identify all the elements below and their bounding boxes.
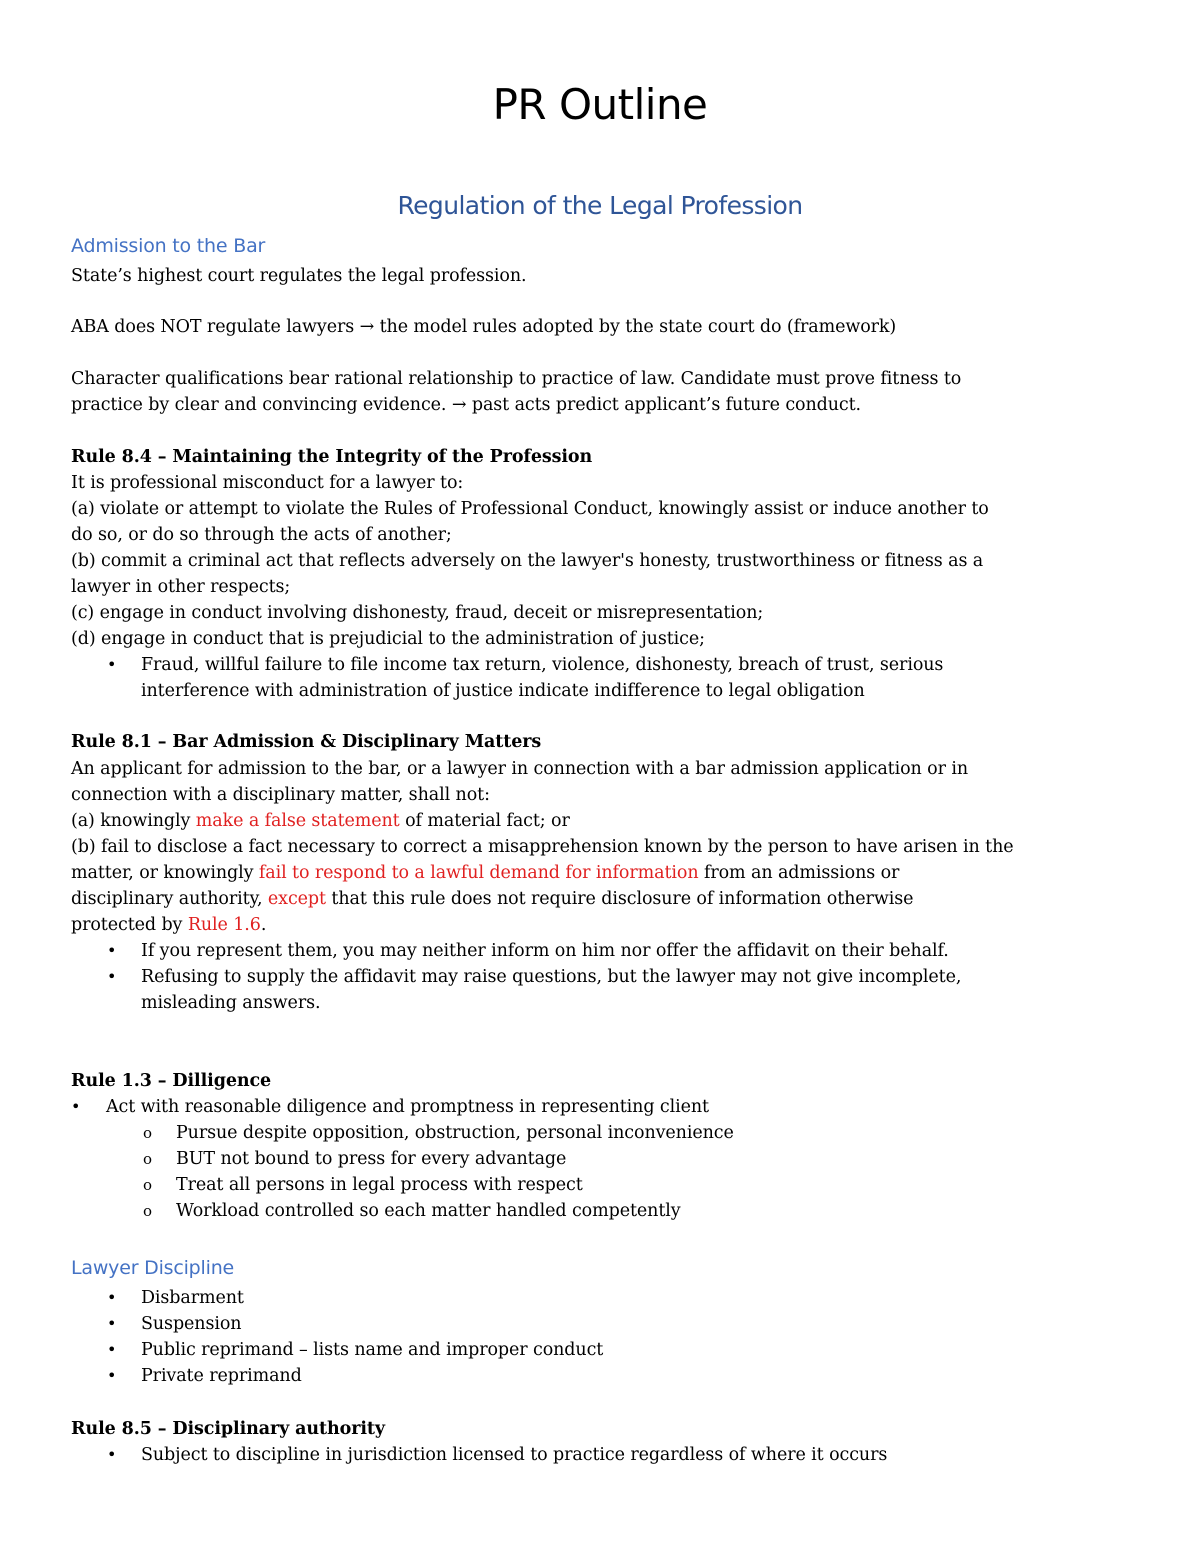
rule-1-3-bullet: Act with reasonable diligence and promptness in representing client bbox=[106, 1097, 709, 1117]
rule-8-1-line-2: connection with a disciplinary matter, shall not: bbox=[71, 785, 490, 805]
rule-8-1-line-6 bbox=[71, 888, 913, 910]
rule-1-3-heading: Rule 1.3 – Dilligence bbox=[71, 1071, 272, 1091]
admission-paragraph-3-line-2: practice by clear and convincing evidence. → past acts predict applicant’s future conduct. bbox=[71, 395, 861, 415]
text-run: disciplinary authority, bbox=[71, 889, 268, 909]
bullet-icon: • bbox=[71, 1097, 81, 1116]
rule-1-3-sub-item: Treat all persons in legal process with respect bbox=[176, 1175, 583, 1195]
discipline-item: Disbarment bbox=[141, 1288, 244, 1308]
red-emphasis: Rule 1.6 bbox=[187, 915, 261, 935]
discipline-heading: Lawyer Discipline bbox=[71, 1257, 235, 1279]
admission-heading: Admission to the Bar bbox=[71, 235, 266, 257]
bullet-icon: • bbox=[107, 1445, 117, 1464]
bullet-icon: • bbox=[107, 967, 117, 986]
rule-8-1-heading: Rule 8.1 – Bar Admission & Disciplinary Matters bbox=[71, 732, 542, 752]
text-run: (a) knowingly bbox=[71, 811, 196, 831]
rule-1-3-sub-item: Workload controlled so each matter handled competently bbox=[176, 1201, 681, 1221]
rule-8-1-line-1: An applicant for admission to the bar, or a lawyer in connection with a bar admission application or in bbox=[71, 759, 969, 779]
admission-paragraph-1: State’s highest court regulates the legal profession. bbox=[71, 266, 527, 286]
admission-paragraph-2: ABA does NOT regulate lawyers → the model rules adopted by the state court do (framework) bbox=[71, 317, 897, 337]
text-run: . bbox=[260, 915, 267, 935]
rule-8-1-bullet-1: If you represent them, you may neither inform on him nor offer the affidavit on their behalf. bbox=[141, 941, 949, 961]
rule-8-1-line-3 bbox=[71, 810, 570, 832]
rule-8-4-bullet-line-1: Fraud, willful failure to file income tax return, violence, dishonesty, breach of trust, serious bbox=[141, 655, 944, 675]
text-run: of material fact; or bbox=[399, 811, 570, 831]
rule-1-3-sub-item: BUT not bound to press for every advantage bbox=[176, 1149, 567, 1169]
rule-8-1-line-5 bbox=[71, 862, 899, 884]
text-run: protected by bbox=[71, 915, 188, 935]
discipline-item: Public reprimand – lists name and improper conduct bbox=[141, 1340, 604, 1360]
discipline-item: Private reprimand bbox=[141, 1366, 302, 1386]
rule-8-1-line-7 bbox=[71, 914, 266, 936]
sub-bullet-icon: o bbox=[143, 1176, 153, 1194]
section-heading: Regulation of the Legal Profession bbox=[397, 191, 803, 220]
bullet-icon: • bbox=[107, 941, 117, 960]
bullet-icon: • bbox=[107, 1288, 117, 1307]
rule-8-4-line: (d) engage in conduct that is prejudicial to the administration of justice; bbox=[71, 629, 705, 649]
rule-8-1-bullet-2-line-1: Refusing to supply the affidavit may raise questions, but the lawyer may not give incomplete, bbox=[141, 967, 962, 987]
bullet-icon: • bbox=[107, 1340, 117, 1359]
red-emphasis: except bbox=[267, 889, 326, 909]
red-emphasis: make a false statement bbox=[195, 811, 400, 831]
text-run: matter, or knowingly bbox=[71, 863, 259, 883]
red-emphasis: fail to respond to a lawful demand for information bbox=[258, 863, 699, 883]
sub-bullet-icon: o bbox=[143, 1124, 153, 1142]
rule-8-4-line: (c) engage in conduct involving dishonesty, fraud, deceit or misrepresentation; bbox=[71, 603, 764, 623]
text-run: that this rule does not require disclosure of information otherwise bbox=[325, 889, 914, 909]
rule-8-1-line-4: (b) fail to disclose a fact necessary to correct a misapprehension known by the person to have arisen in the bbox=[71, 837, 1014, 857]
admission-paragraph-3-line-1: Character qualifications bear rational relationship to practice of law. Candidate must prove fitness to bbox=[71, 369, 962, 389]
rule-8-4-line: It is professional misconduct for a lawyer to: bbox=[71, 473, 464, 493]
text-run: from an admissions or bbox=[698, 863, 900, 883]
document-title: PR Outline bbox=[492, 80, 708, 129]
rule-8-4-line: lawyer in other respects; bbox=[71, 577, 291, 597]
rule-8-5-heading: Rule 8.5 – Disciplinary authority bbox=[71, 1419, 385, 1439]
bullet-icon: • bbox=[107, 655, 117, 674]
discipline-item: Suspension bbox=[141, 1314, 242, 1334]
bullet-icon: • bbox=[107, 1366, 117, 1385]
sub-bullet-icon: o bbox=[143, 1202, 153, 1220]
rule-8-1-bullet-2-line-2: misleading answers. bbox=[141, 993, 321, 1013]
rule-8-4-line: (b) commit a criminal act that reflects adversely on the lawyer's honesty, trustworthiness or fitness as a bbox=[71, 551, 984, 571]
sub-bullet-icon: o bbox=[143, 1150, 153, 1168]
bullet-icon: • bbox=[107, 1314, 117, 1333]
rule-8-4-line: (a) violate or attempt to violate the Rules of Professional Conduct, knowingly assist or induce another to bbox=[71, 499, 989, 519]
rule-8-4-bullet-line-2: interference with administration of justice indicate indifference to legal obligation bbox=[141, 681, 865, 701]
rule-8-4-heading: Rule 8.4 – Maintaining the Integrity of the Profession bbox=[71, 447, 593, 467]
rule-8-5-bullet: Subject to discipline in jurisdiction licensed to practice regardless of where it occurs bbox=[141, 1445, 888, 1465]
rule-8-4-line: do so, or do so through the acts of another; bbox=[71, 525, 452, 545]
rule-1-3-sub-item: Pursue despite opposition, obstruction, personal inconvenience bbox=[176, 1123, 734, 1143]
